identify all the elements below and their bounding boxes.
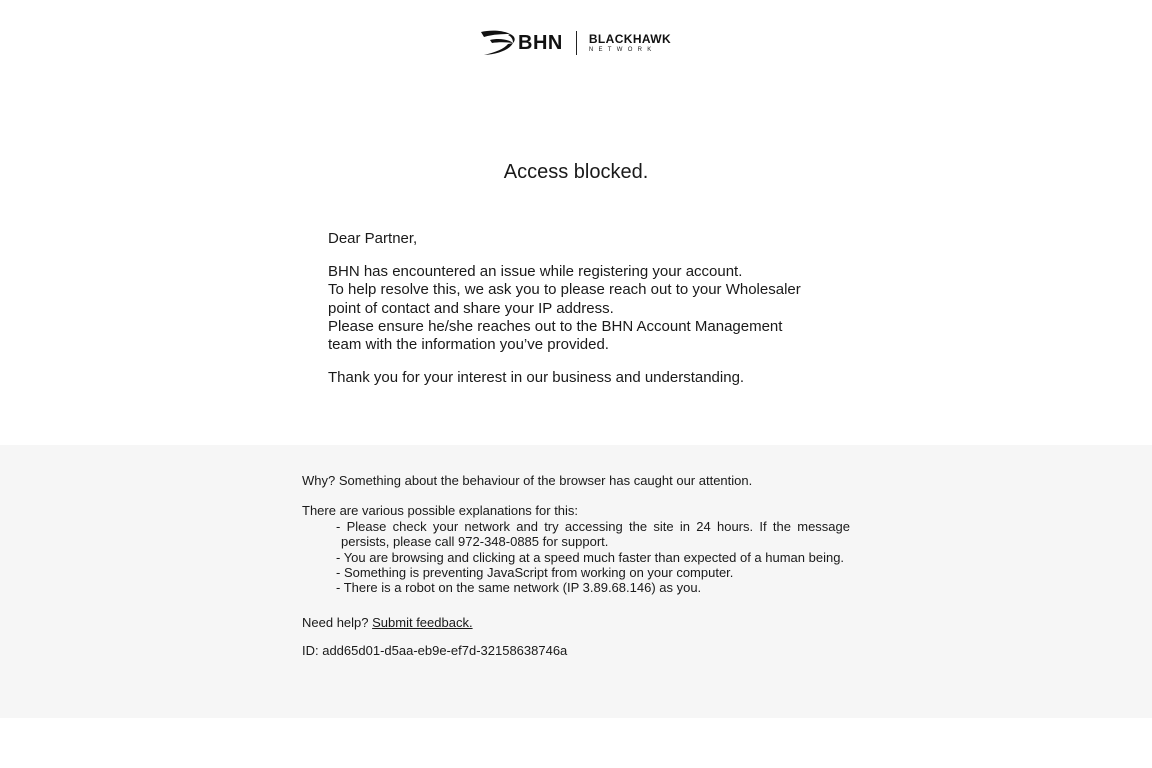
explanations-intro: There are various possible explanations for this: [302, 503, 579, 519]
closing-text: Thank you for your interest in our business and understanding. [328, 369, 745, 387]
footer-panel [0, 445, 1152, 718]
help-line [302, 615, 850, 630]
submit-feedback-link[interactable]: Submit feedback. [372, 614, 473, 630]
logo-divider [576, 31, 577, 55]
footer-content [302, 473, 850, 659]
reason-item: - Please check your network and try accessing the site in 24 hours. If the message persists, please call 972-348-0885 for support. [336, 518, 850, 550]
message-paragraph-3: Please ensure he/she reaches out to the BHN Account Management team with the information you’ve provided. [328, 317, 783, 354]
page-title: Access blocked. [503, 161, 649, 183]
bhn-logo[interactable] [480, 27, 676, 59]
reason-item: - You are browsing and clicking at a speed much faster than expected of a human being. [336, 549, 845, 565]
reasons-list [302, 519, 850, 596]
greeting: Dear Partner, [328, 230, 418, 247]
logo-network-text: NETWORK [588, 47, 657, 53]
reason-item: - Something is preventing JavaScript from working on your computer. [336, 565, 734, 581]
reason-item: - There is a robot on the same network (IP 3.89.68.146) as you. [336, 580, 702, 596]
logo-blackhawk [589, 33, 671, 53]
logo-blackhawk-text: BLACKHAWK [588, 32, 672, 46]
message-paragraph-1: BHN has encountered an issue while registering your account. [328, 263, 743, 281]
logo-bhn-text: BHN [518, 31, 563, 54]
message-paragraph-2: To help resolve this, we ask you to please reach out to your Wholesaler point of contact and share your IP address. [328, 281, 801, 317]
help-prefix: Need help? [302, 614, 369, 630]
request-id: ID: add65d01-d5aa-eb9e-ef7d-32158638746a [302, 643, 568, 659]
why-text: Why? Something about the behaviour of the browser has caught our attention. [302, 473, 753, 488]
bhn-swoosh-icon [480, 28, 518, 58]
message-body [328, 230, 818, 387]
header [0, 0, 1152, 90]
